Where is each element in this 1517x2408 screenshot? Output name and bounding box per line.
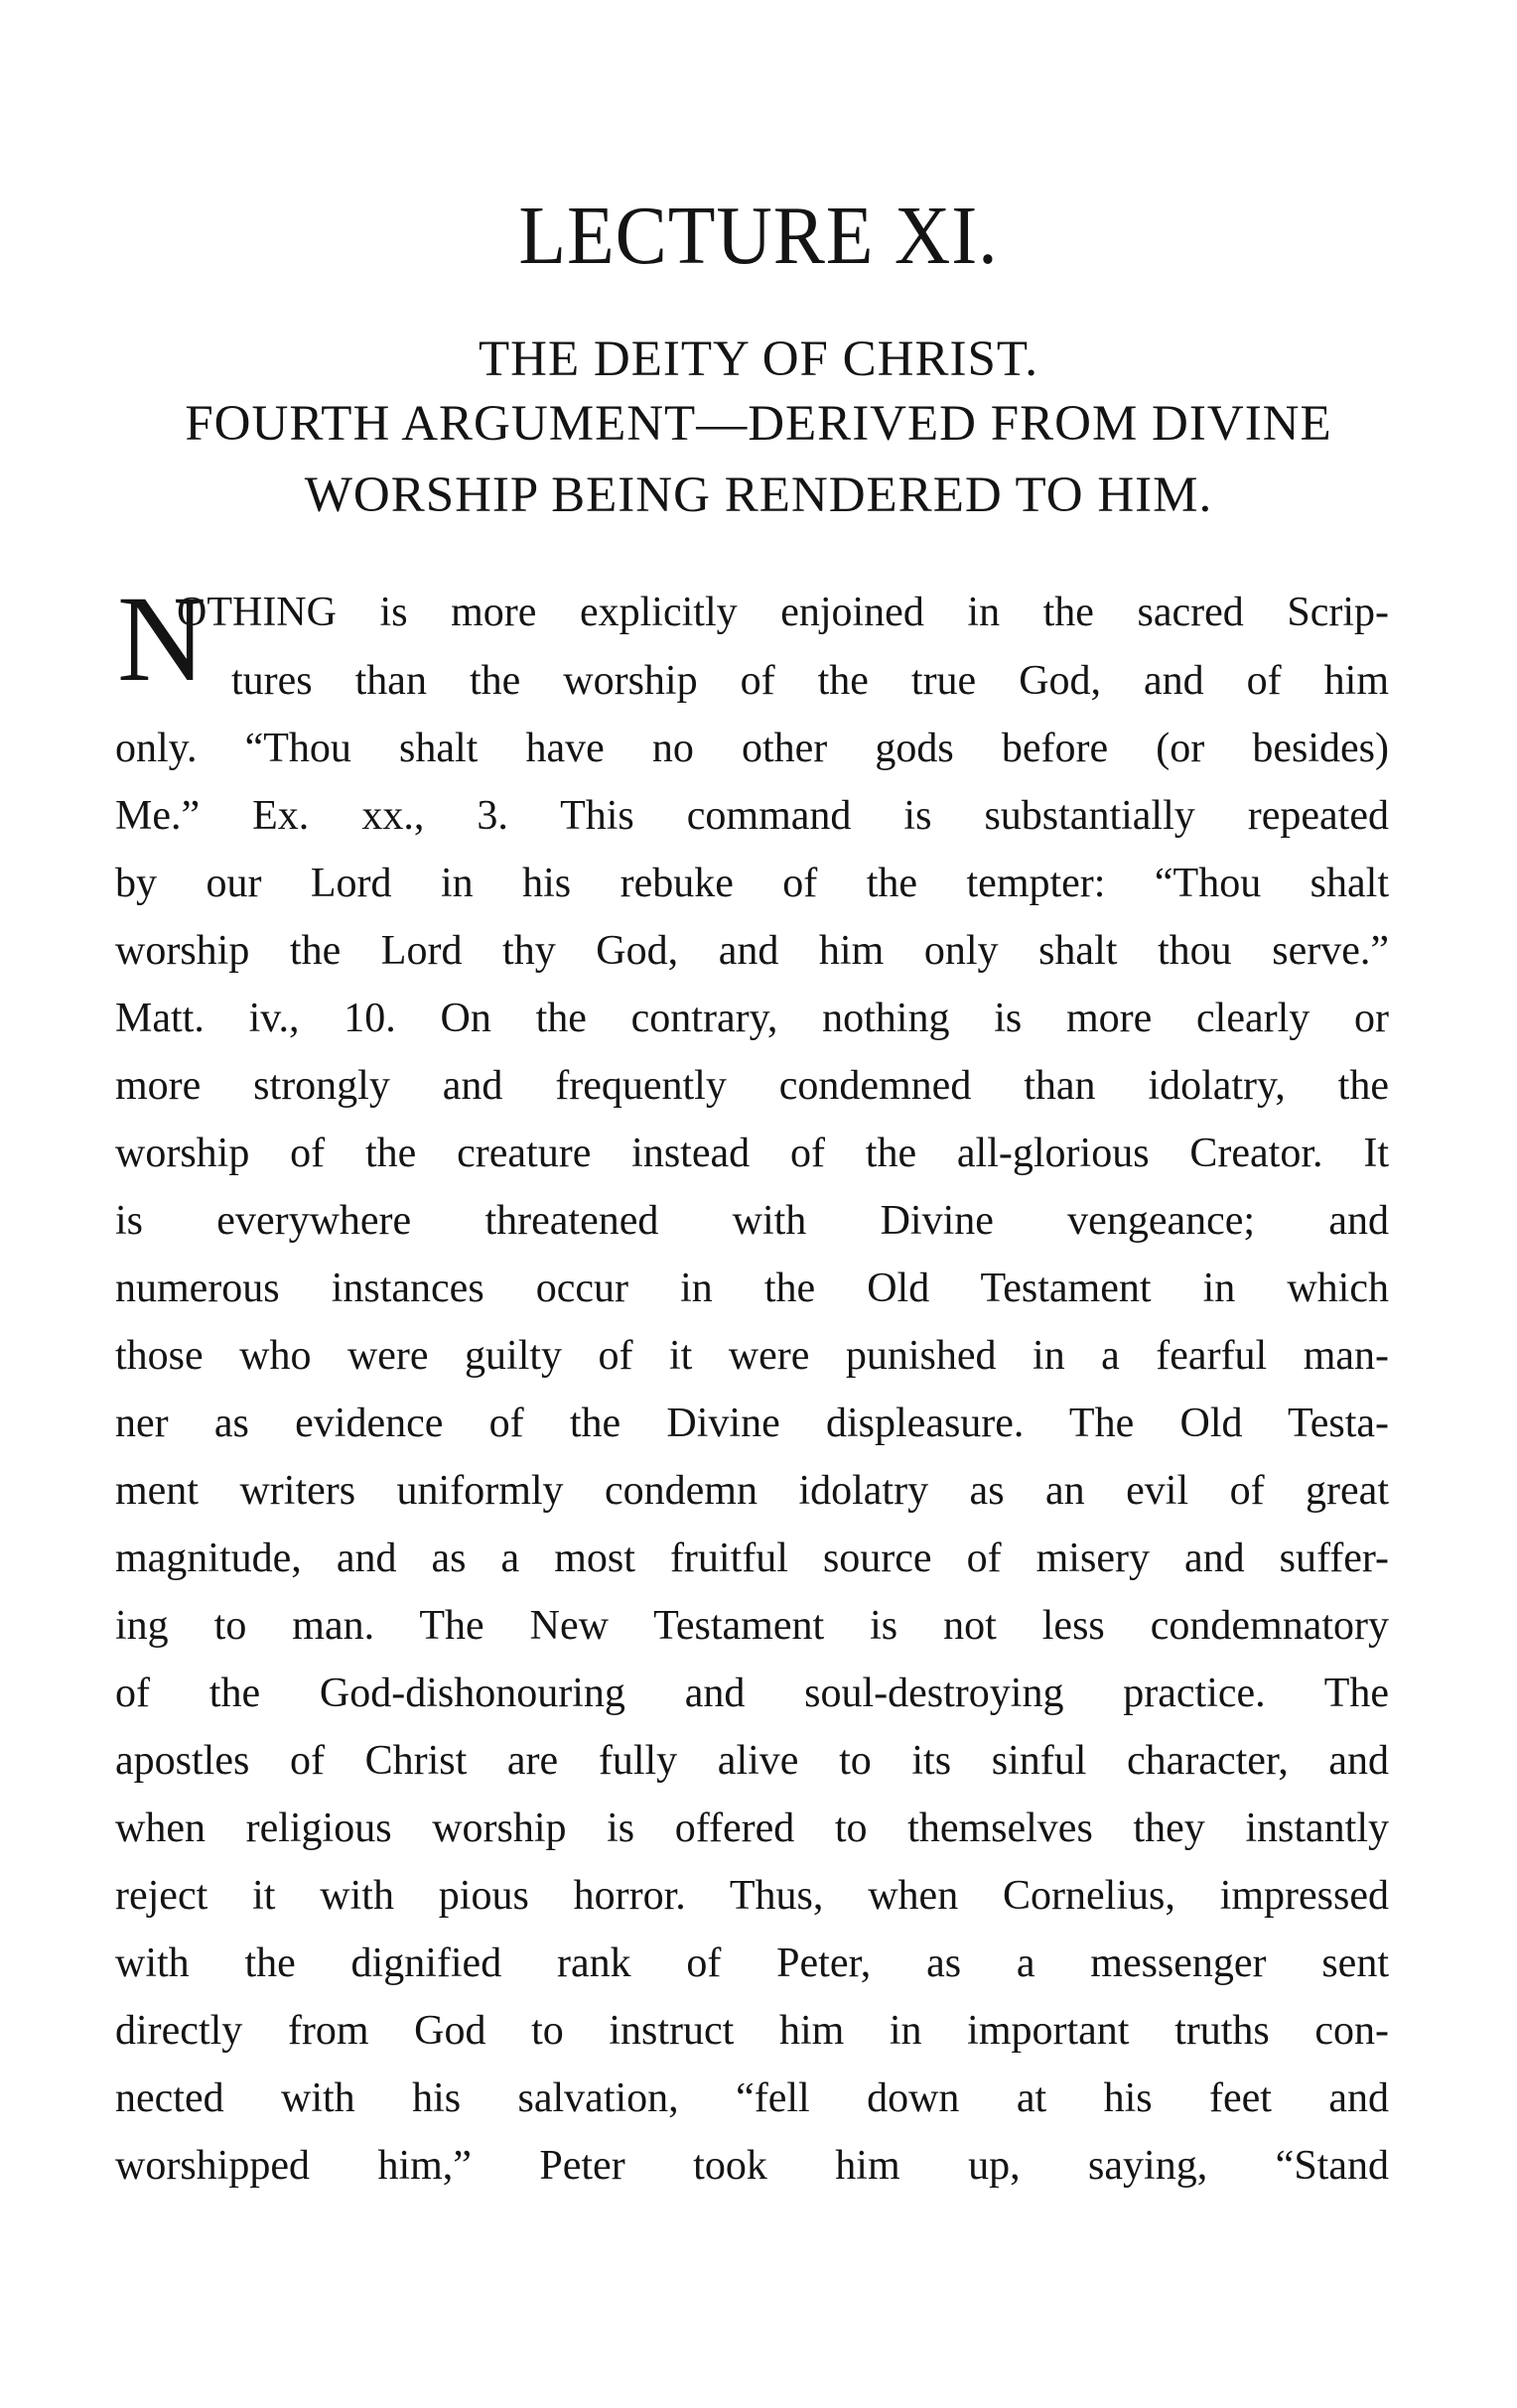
- body-line-4: Me.” Ex. xx., 3. This command is substantially repeated: [115, 793, 1389, 839]
- drop-cap: N: [117, 571, 207, 707]
- body-line-2: tures than the worship of the true God, and of him: [231, 658, 1389, 704]
- body-line-11: numerous instances occur in the Old Testament in which: [115, 1266, 1389, 1311]
- subtitle-line-3: WORSHIP BEING RENDERED TO HIM.: [304, 468, 1213, 523]
- body-line-17: of the God-dishonouring and soul-destroying practice. The: [115, 1671, 1389, 1716]
- body-line-23: nected with his salvation, “fell down at his feet and: [115, 2075, 1389, 2121]
- body-line-3: only. “Thou shalt have no other gods before (or besides): [115, 726, 1389, 771]
- body-line-6: worship the Lord thy God, and him only shalt thou serve.”: [115, 928, 1389, 974]
- body-line-1: OTHING is more explicitly enjoined in the sacred Scrip-: [177, 590, 1389, 635]
- subtitle-line-1: THE DEITY OF CHRIST.: [479, 332, 1038, 387]
- body-line-12: those who were guilty of it were punished in a fearful man-: [115, 1333, 1389, 1379]
- body-line-5: by our Lord in his rebuke of the tempter: “Thou shalt: [115, 861, 1389, 906]
- body-line-14: ment writers uniformly condemn idolatry as an evil of great: [115, 1468, 1389, 1514]
- body-line-8: more strongly and frequently condemned than idolatry, the: [115, 1063, 1389, 1109]
- subtitle-line-2: FOURTH ARGUMENT—DERIVED FROM DIVINE: [185, 396, 1332, 452]
- body-line-9: worship of the creature instead of the all-glorious Creator. It: [115, 1131, 1389, 1176]
- body-line-21: with the dignified rank of Peter, as a messenger sent: [115, 1940, 1389, 1986]
- body-line-10: is everywhere threatened with Divine vengeance; and: [115, 1198, 1389, 1244]
- body-line-18: apostles of Christ are fully alive to its sinful character, and: [115, 1738, 1389, 1784]
- body-line-24: worshipped him,” Peter took him up, saying, “Stand: [115, 2143, 1389, 2189]
- lecture-title: LECTURE XI.: [518, 190, 999, 282]
- body-line-22: directly from God to instruct him in important truths con-: [115, 2008, 1389, 2054]
- body-line-7: Matt. iv., 10. On the contrary, nothing is more clearly or: [115, 996, 1389, 1041]
- body-line-15: magnitude, and as a most fruitful source of misery and suffer-: [115, 1536, 1389, 1581]
- body-line-19: when religious worship is offered to themselves they instantly: [115, 1806, 1389, 1851]
- body-line-16: ing to man. The New Testament is not less condemnatory: [115, 1603, 1389, 1649]
- body-line-13: ner as evidence of the Divine displeasure. The Old Testa-: [115, 1401, 1389, 1446]
- body-line-20: reject it with pious horror. Thus, when Cornelius, impressed: [115, 1873, 1389, 1919]
